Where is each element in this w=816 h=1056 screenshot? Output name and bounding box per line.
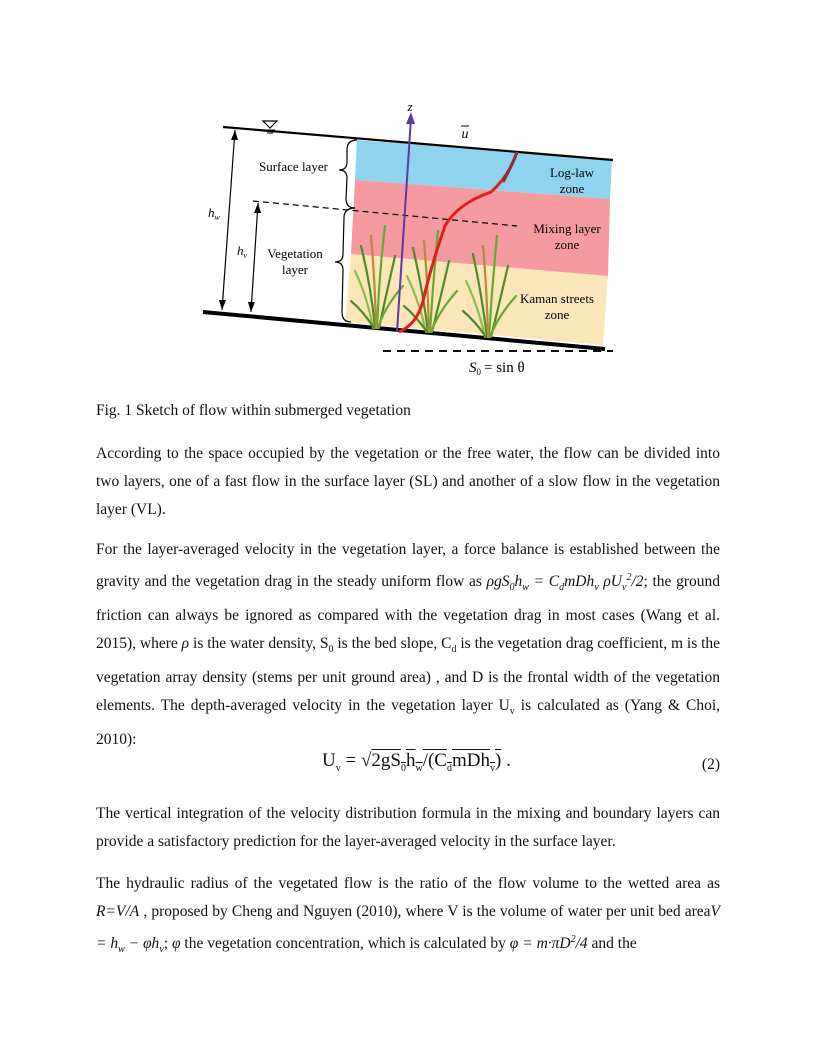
hydraulic-radius-formula: R=V/A (96, 903, 140, 920)
equation-2 (96, 748, 720, 788)
paragraph-layers: According to the space occupied by the vegetation or the free water, the flow can be divided into two layers, one of a fast flow in the surface layer (SL) and another of a slow flow in the vegetation layer (VL). (96, 445, 720, 518)
z-axis-label: z (407, 99, 413, 114)
hw-arrowhead-top (231, 130, 238, 140)
log-law-zone-label-line2: zone (559, 181, 585, 196)
hw-label: $h_w$ (208, 205, 220, 222)
surface-layer-label: Surface layer (259, 159, 328, 174)
vegetation-layer-label-line2: layer (282, 262, 308, 277)
paragraph-vertical-integration: The vertical integration of the velocity distribution formula in the mixing and boundary layers can provide a satisfactory prediction for the layer-averaged velocity in the surface layer. (96, 805, 720, 850)
flow-sketch-figure (195, 96, 625, 396)
hw-arrowhead-bottom (219, 300, 226, 310)
paragraph-hydraulic-radius: The hydraulic radius of the vegetated flow is the ratio of the flow volume to the wetted area as R=V/A , proposed by Cheng and Nguyen (2010), where V is the volume of water per unit bed areaV = $h_w - \varphi h_v$; φ the vegetation concentration, which is calculated by $\varphi = m\cdot\pi D^2/4$ and the (96, 875, 721, 956)
kaman-zone-label-line2: zone (544, 307, 570, 322)
concentration-formula: $\varphi = m\cdot\pi D^2/4$ (509, 934, 588, 953)
mixing-zone-label-line2: zone (554, 237, 580, 252)
hv-label: $h_v$ (237, 243, 248, 260)
slope-label: $S_0 = \sin \theta$ (469, 360, 525, 377)
mixing-zone-label-line1: Mixing layer (533, 221, 601, 236)
figure-caption: Fig. 1 Sketch of flow within submerged vegetation (96, 402, 411, 419)
vegetation-layer-label-line1: Vegetation (267, 246, 323, 261)
velocity-label: u (461, 127, 469, 142)
volume-formula: $V = h_w - \varphi h_v$ (96, 903, 721, 956)
force-balance-formula: $\rho gS_0h_w = C_dmDh_v$ $\rho U_v^2/2$ (486, 572, 644, 594)
paragraph-force-balance: For the layer-averaged velocity in the vegetation layer, a force balance is established between the gravity and the vegetation drag in the steady uniform flow as $\rho gS_0h_w = C_dmDh_v$ $\rho U_v^2/2$; the ground friction can always be ignored as compared with the vegetation drag in most cases (Wang et al. 2015), where ρ is the water density, $S_0$ is the bed slope, $C_d$ is the vegetation drag coefficient, m is the vegetation array density (stems per unit ground area) , and D is the frontal width of the vegetation elements. The depth-averaged velocity in the vegetation layer $U_v$ is calculated as (Yang & Choi, 2010): (96, 541, 721, 749)
hw-dimension-arrow (222, 130, 235, 310)
kaman-zone-label-line1: Kaman streets (519, 291, 595, 306)
velocity-equation: $U_v = √2gS_0h_w/(C_dmDh_v)$ . (322, 750, 511, 774)
hv-arrowhead-top (254, 203, 261, 213)
log-law-zone-label-line1: Log-law (549, 165, 595, 180)
flow-sketch-svg (195, 96, 625, 396)
equation-number: (2) (701, 756, 720, 773)
hv-arrowhead-bottom (248, 302, 255, 312)
hv-dimension-arrow (251, 203, 258, 312)
water-level-symbol (263, 121, 277, 128)
